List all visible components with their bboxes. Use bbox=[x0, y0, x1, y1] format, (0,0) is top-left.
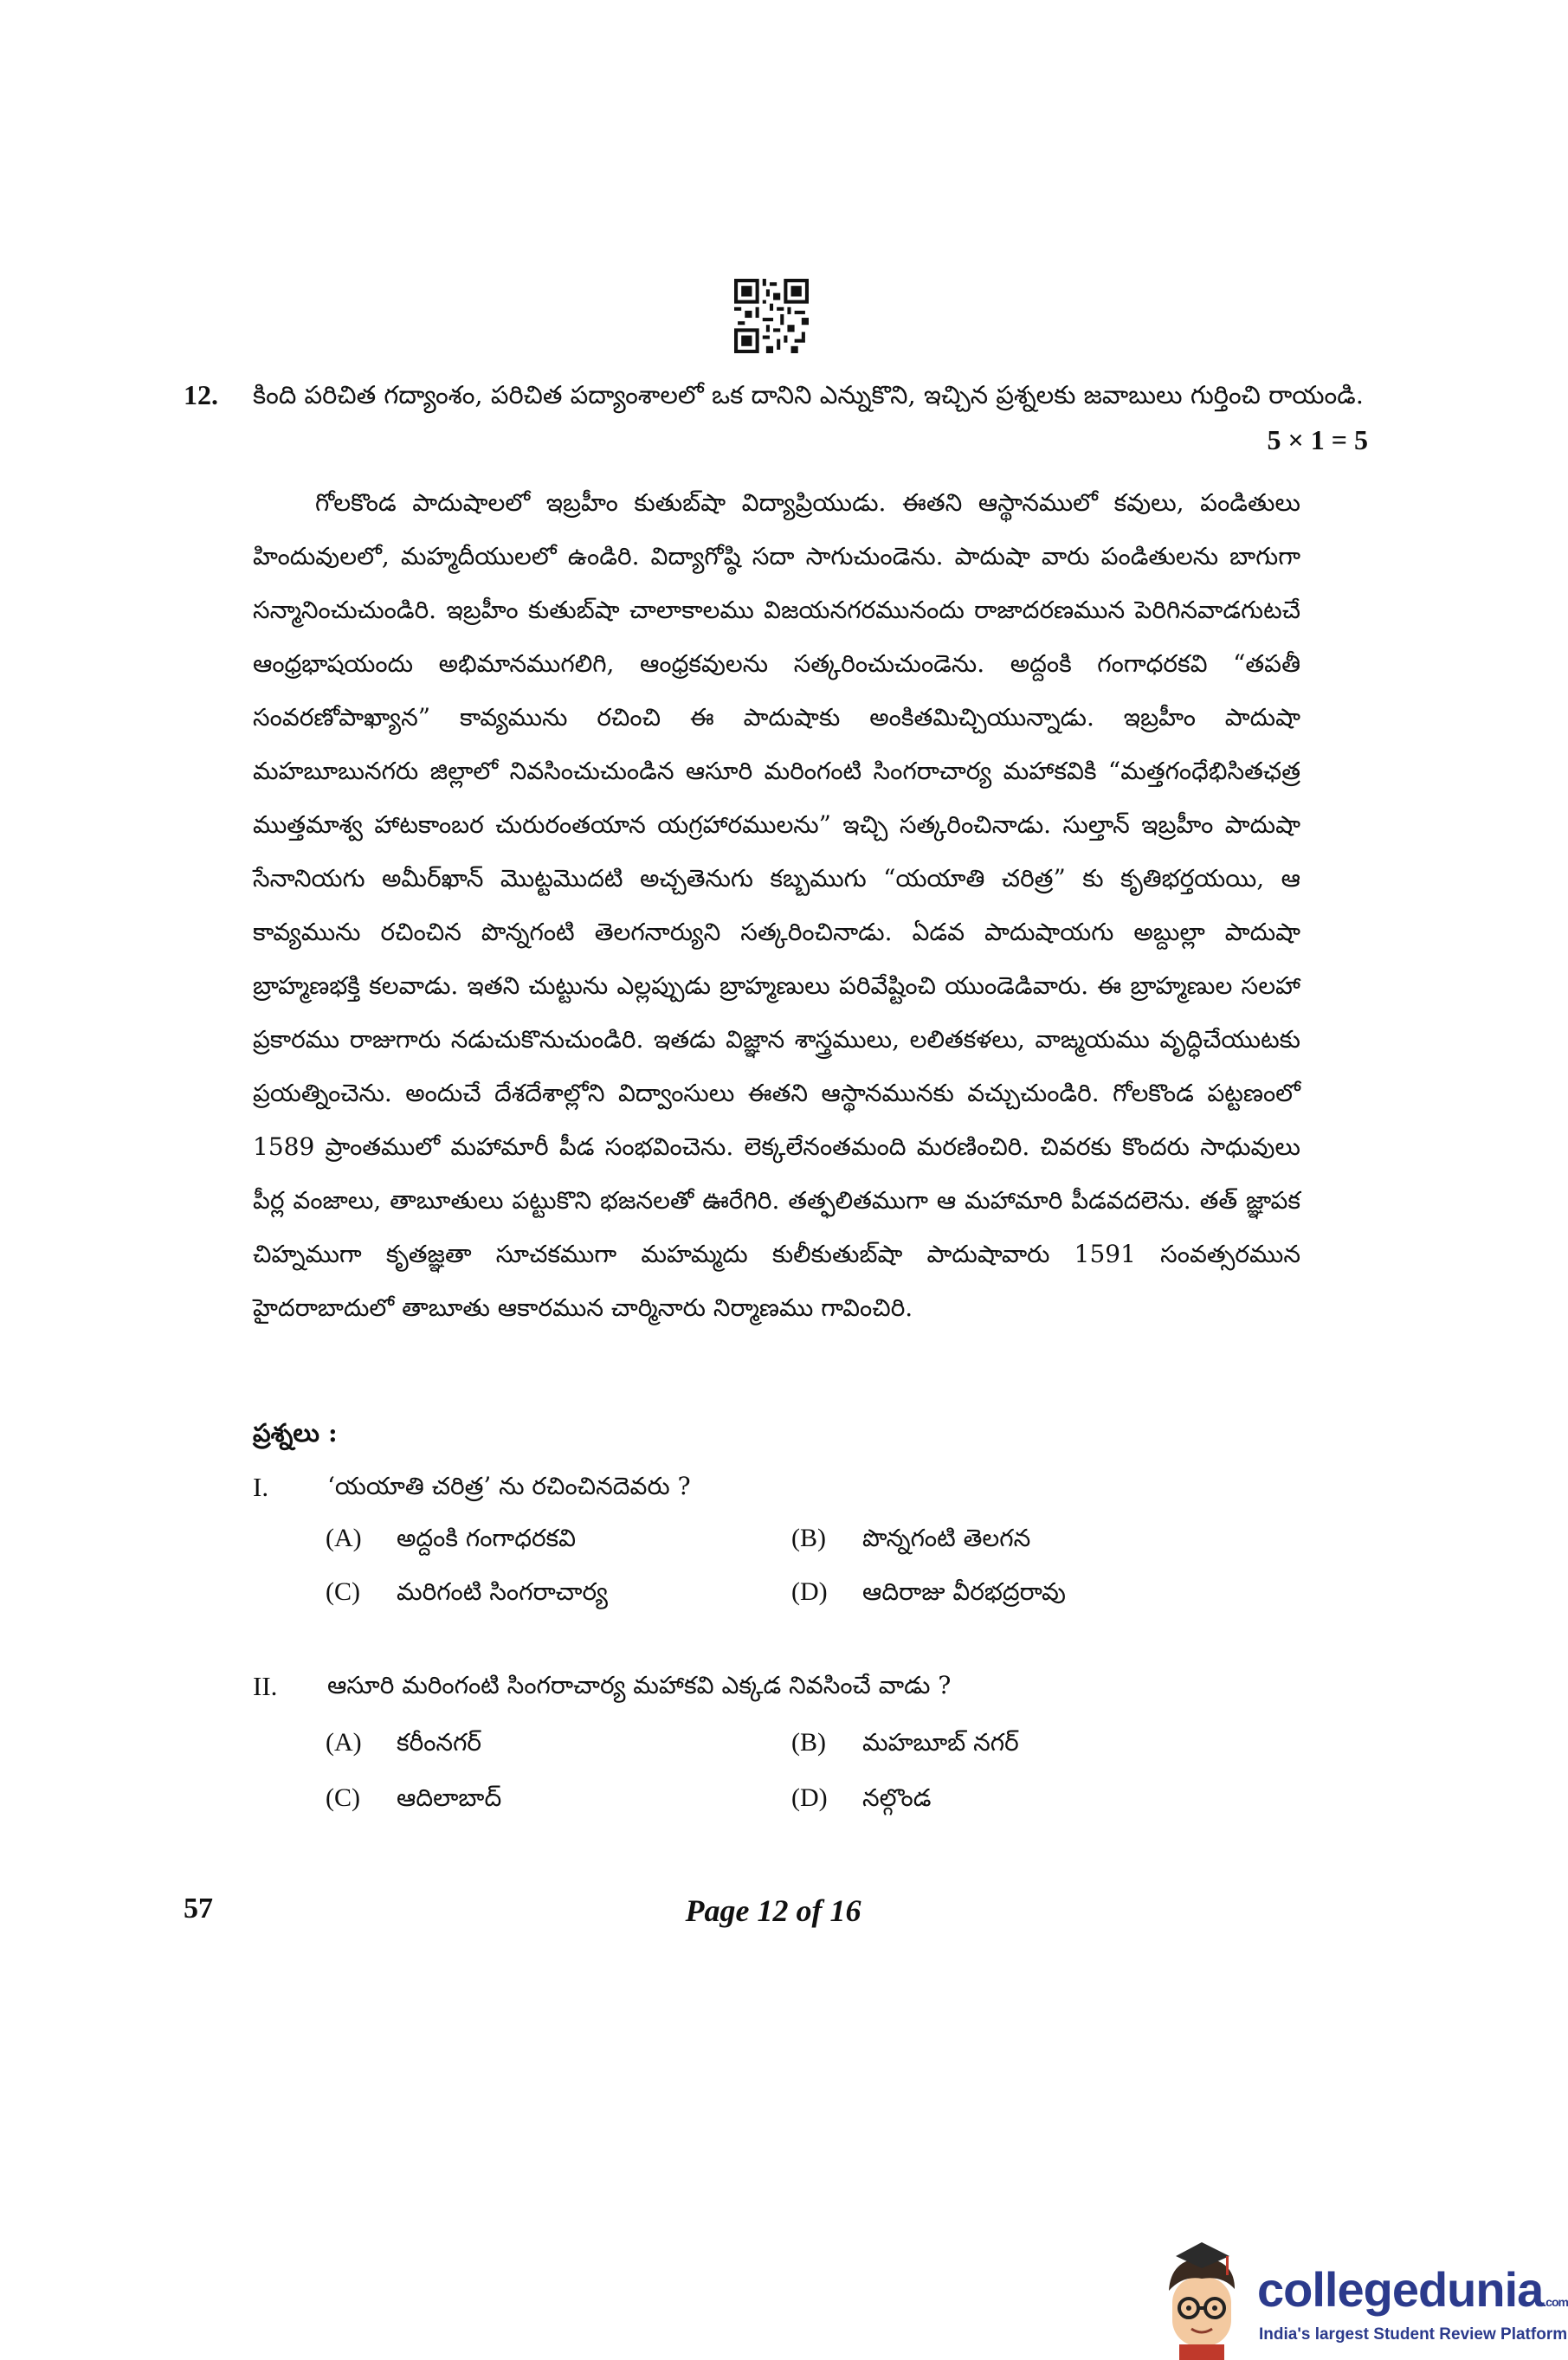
brand-name: collegedunia.com bbox=[1257, 2262, 1568, 2317]
subquestion-text: ‘యయాతి చరిత్ర’ ను రచించినదెవరు ? bbox=[327, 1472, 691, 1500]
option-label: (A) bbox=[326, 1524, 362, 1552]
option-text: ఆదిరాజు వీరభద్రరావు bbox=[862, 1577, 1066, 1606]
option-label: (B) bbox=[791, 1728, 826, 1757]
subquestion-text: ఆసూరి మరింగంటి సింగరాచార్య మహాకవి ఎక్కడ నివసించే వాడు ? bbox=[327, 1671, 952, 1699]
question-number: 12. bbox=[184, 379, 218, 410]
option-label: (C) bbox=[326, 1783, 360, 1812]
option-text: నల్గొండ bbox=[862, 1783, 932, 1812]
option-text: మరిగంటి సింగరాచార్య bbox=[397, 1577, 608, 1606]
question-instruction: కింది పరిచిత గద్యాంశం, పరిచిత పద్యాంశాలలో ఒక దానిని ఎన్నుకొని, ఇచ్చిన ప్రశ్నలకు జవాబులు గుర్తించి రాయండి. bbox=[253, 380, 1364, 409]
option-text: మహబూబ్ నగర్ bbox=[862, 1728, 1019, 1757]
subquestion-number: II. bbox=[253, 1671, 278, 1701]
prose-passage: గోలకొండ పాదుషాలలో ఇబ్రహీం కుతుబ్‌షా విద్యాప్రియుడు. ఈతని ఆస్థానములో కవులు, పండితులు హిందువులలో, మహ్మదీయులలో ఉండిరి. విద్యాగోష్ఠి సదా సాగుచుండెను. పాదుషా వారు పండితులను బాగుగా సన్మానించుచుండిరి. ఇబ్రహీం కుతుబ్‌షా చాలాకాలము విజయనగరమునందు రాజాదరణమున పెరిగినవాడగుటచే ఆంధ్రభాషయందు అభిమానముగలిగి, ఆంధ్రకవులను సత్కరించుచుండెను. అద్దంకి గంగాధరకవి “తపతీ సంవరణోపాఖ్యాన” కావ్యమును రచించి ఈ పాదుషాకు అంకితమిచ్చియున్నాడు. ఇబ్రహీం పాదుషా మహబూబునగరు జిల్లాలో నివసించుచుండిన ఆసూరి మరింగంటి సింగరాచార్య మహాకవికి “మత్తగంధేభిసితఛత్ర ముత్తమాశ్వ హాటకాంబర చురురంతయాన యగ్రహారములను” ఇచ్చి సత్కరించినాడు. సుల్తాన్ ఇబ్రహీం పాదుషా సేనానియగు అమీర్‌ఖాన్ మొట్టమొదటి అచ్చతెనుగు కబ్బముగు “యయాతి చరిత్ర” కు కృతిభర్తయయి, ఆ కావ్యమును రచించిన పొన్నగంటి తెలగనార్యుని సత్కరించినాడు. ఏడవ పాదుషాయగు అబ్దుల్లా పాదుషా బ్రాహ్మణభక్తి కలవాడు. ఇతని చుట్టును ఎల్లప్పుడు బ్రాహ్మణులు పరివేష్టించి యుండెడివారు. ఈ బ్రాహ్మణుల సలహా ప్రకారము రాజుగారు నడుచుకొనుచుండిరి. ఇతడు విజ్ఞాన శాస్త్రములు, లలితకళలు, వాఙ్మయము వృద్ధిచేయుటకు ప్రయత్నించెను. అందుచే దేశదేశాల్లోని విద్వాంసులు ఈతని ఆస్థానమునకు వచ్చుచుండిరి. గోలకొండ పట్టణంలో 1589 ప్రాంతములో మహామారీ పీడ సంభవించెను. లెక్కలేనంతమంది మరణించిరి. చివరకు కొందరు సాధువులు పీర్ల వంజాలు, తాబూతులు పట్టుకొని భజనలతో ఊరేగిరి. తత్ఫలితముగా ఆ మహామారి పీడవదలెను. తత్ జ్ఞాపక చిహ్నముగా కృతజ్ఞతా సూచకముగా మహమ్మదు కులీకుతుబ్‌షా పాదుషావారు 1591 సంవత్సరమున హైదరాబాదులో తాబూతు ఆకారమున చార్మినారు నిర్మాణము గావించిరి. bbox=[253, 488, 1300, 1322]
option-text: కరీంనగర్ bbox=[397, 1728, 482, 1757]
qr-code bbox=[734, 279, 809, 353]
option-label: (A) bbox=[326, 1728, 362, 1757]
brand-tagline: India's largest Student Review Platform bbox=[1259, 2325, 1568, 2344]
option-text: ఆదిలాబాద్ bbox=[397, 1783, 502, 1812]
option-label: (D) bbox=[791, 1783, 828, 1812]
student-mascot-icon bbox=[1150, 2237, 1254, 2360]
option-label: (C) bbox=[326, 1577, 360, 1606]
subquestion-number: I. bbox=[253, 1472, 269, 1502]
collegedunia-watermark bbox=[1150, 2237, 1568, 2360]
option-label: (B) bbox=[791, 1524, 826, 1552]
page-number: Page 12 of 16 bbox=[685, 1893, 861, 1928]
option-text: పొన్నగంటి తెలగన bbox=[862, 1524, 1031, 1552]
option-label: (D) bbox=[791, 1577, 828, 1606]
question-marks: 5 × 1 = 5 bbox=[1267, 424, 1368, 455]
questions-heading: ప్రశ్నలు : bbox=[253, 1418, 338, 1448]
option-text: అద్దంకి గంగాధరకవి bbox=[397, 1524, 577, 1552]
paper-code: 57 bbox=[184, 1893, 213, 1925]
